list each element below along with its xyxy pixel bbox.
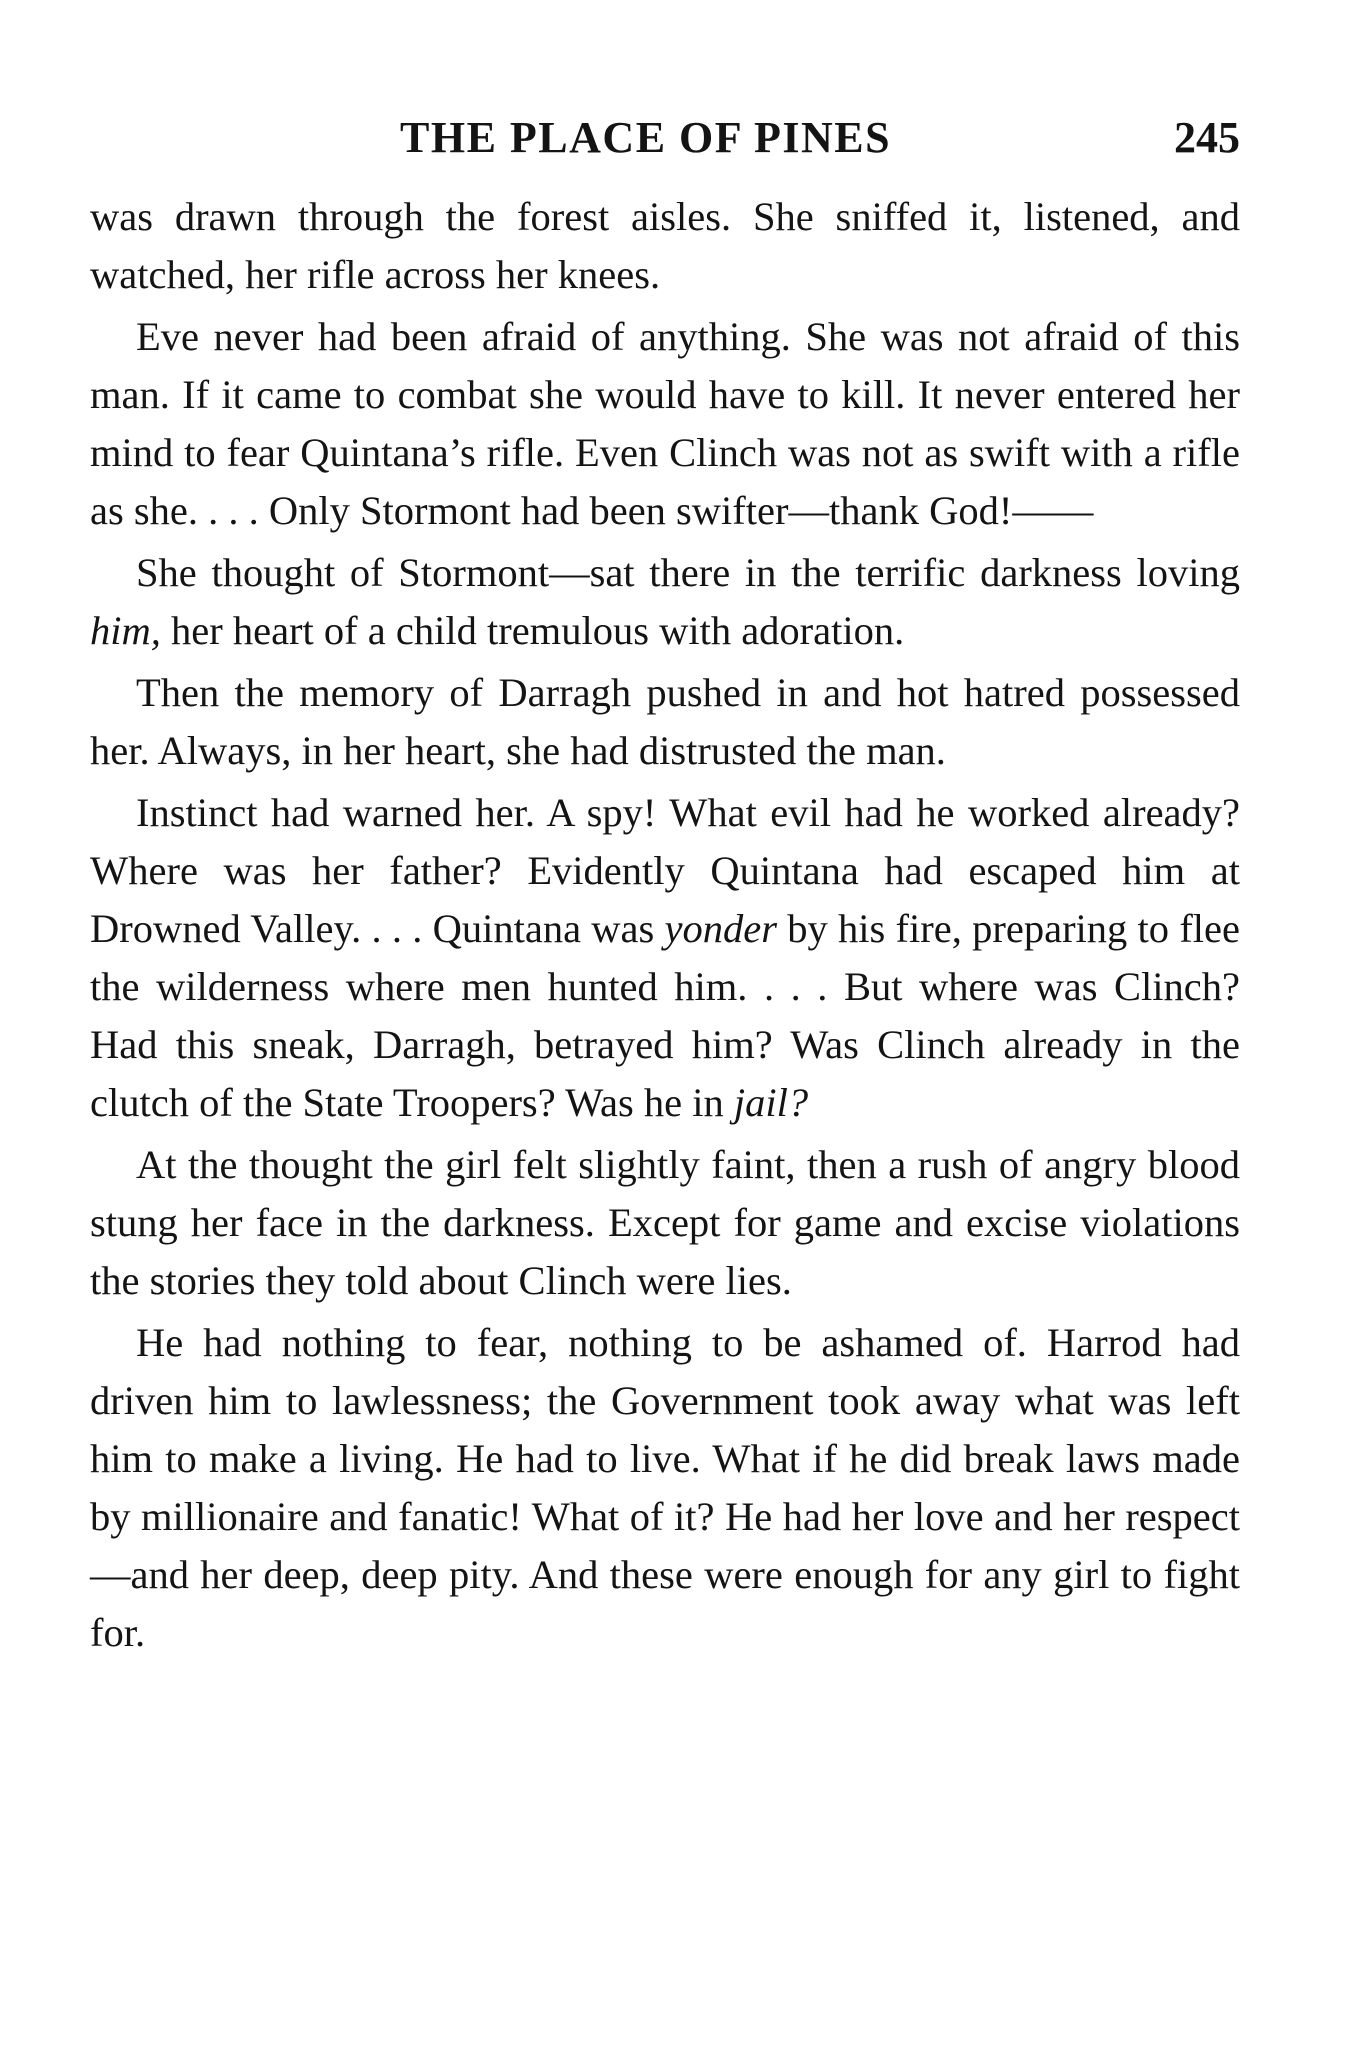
body-text (90, 188, 1240, 1666)
italic-text-segment: jail? (733, 1080, 809, 1125)
running-title: THE PLACE OF PINES (400, 113, 892, 162)
text-segment: Then the memory of Darragh pushed in and hot hatred possessed her. Always, in her heart, she had distrusted the man. (90, 670, 1240, 773)
italic-text-segment: him, (90, 608, 161, 653)
text-segment: She thought of Stormont—sat there in the terrific darkness loving (136, 550, 1240, 595)
text-segment: by his fire, preparing to flee the wilderness where men hunted him. . . . But where was Clinch? Had this sneak, Darragh, betrayed him? Was Clinch already in the clutch of the State Troopers? Was he in (90, 906, 1241, 1125)
text-segment: was drawn through the forest aisles. She sniffed it, listened, and watched, her rifle across her knees. (90, 194, 1240, 297)
paragraph-7 (90, 1314, 1240, 1662)
text-segment: Eve never had been afraid of anything. She was not afraid of this man. If it came to combat she would have to kill. It never entered her mind to fear Quintana’s rifle. Even Clinch was not as swift with a rifle as she. . . . Only Stormont had been swifter—thank God!—— (90, 314, 1240, 533)
italic-text-segment: yonder (664, 906, 778, 951)
text-segment: He had nothing to fear, nothing to be ashamed of. Harrod had driven him to lawlessness; the Government took away what was left him to make a living. He had to live. What if he did break laws made by millionaire and fanatic! What of it? He had her love and her respect—and her deep, deep pity. And these were enough for any girl to fight for. (90, 1320, 1240, 1655)
running-head (90, 112, 1240, 172)
paragraph-1 (90, 188, 1240, 304)
paragraph-3 (90, 544, 1240, 660)
text-segment: At the thought the girl felt slightly faint, then a rush of angry blood stung her face in the darkness. Except for game and excise violations the stories they told about Clinch were lies. (90, 1142, 1240, 1303)
paragraph-2 (90, 308, 1240, 540)
paragraph-5 (90, 784, 1240, 1132)
text-segment: her heart of a child tremulous with adoration. (160, 608, 905, 653)
paragraph-6 (90, 1136, 1240, 1310)
paragraph-4 (90, 664, 1240, 780)
page-number: 245 (1174, 113, 1240, 162)
text-segment: Instinct had warned her. A spy! What evil had he worked already? Where was her father? Evidently Quintana had escaped him at Drowned Valley. . . . Quintana was (90, 790, 1240, 951)
